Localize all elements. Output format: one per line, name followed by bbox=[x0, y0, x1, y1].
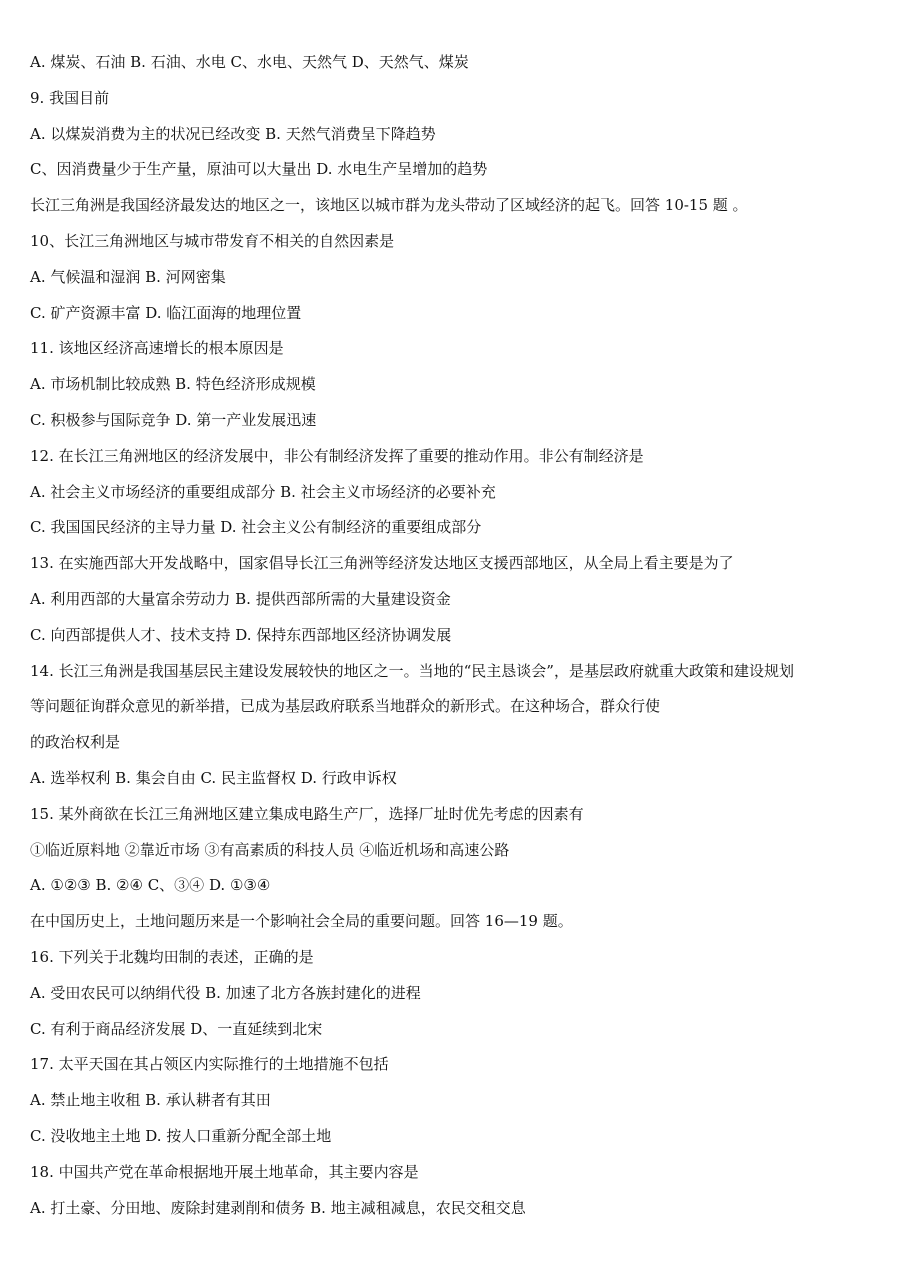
question-stem: 12. 在长江三角洲地区的经济发展中，非公有制经济发挥了重要的推动作用。非公有制经济是 bbox=[30, 446, 644, 465]
text-line: C、因消费量少于生产量，原油可以大量出 D. 水电生产呈增加的趋势 bbox=[30, 160, 488, 179]
question-stem: 11. 该地区经济高速增长的根本原因是 bbox=[30, 339, 284, 358]
text-line: C. 我国国民经济的主导力量 D. 社会主义公有制经济的重要组成部分 bbox=[30, 518, 482, 537]
text-line: A. 禁止地主收租 B. 承认耕者有其田 bbox=[30, 1091, 271, 1110]
question-stem: 9. 我国目前 bbox=[30, 88, 110, 107]
text-line: 的政治权利是 bbox=[30, 733, 121, 752]
text-line: A. 市场机制比较成熟 B. 特色经济形成规模 bbox=[30, 375, 316, 394]
text-line: ①临近原料地 ②靠近市场 ③有高素质的科技人员 ④临近机场和高速公路 bbox=[30, 840, 510, 859]
text-line: A. 受田农民可以纳绢代役 B. 加速了北方各族封建化的进程 bbox=[30, 983, 421, 1002]
text-line: A. 气候温和湿润 B. 河网密集 bbox=[30, 267, 226, 286]
passage-intro: 在中国历史上，土地问题历来是一个影响社会全局的重要问题。回答 16—19 题。 bbox=[30, 912, 573, 931]
text-line: A. 选举权利 B. 集会自由 C. 民主监督权 D. 行政申诉权 bbox=[30, 768, 397, 787]
text-line: A. 利用西部的大量富余劳动力 B. 提供西部所需的大量建设资金 bbox=[30, 589, 451, 608]
question-stem: 16. 下列关于北魏均田制的表述，正确的是 bbox=[30, 947, 314, 966]
question-stem: 15. 某外商欲在长江三角洲地区建立集成电路生产厂，选择厂址时优先考虑的因素有 bbox=[30, 804, 584, 823]
question-stem: 18. 中国共产党在革命根据地开展土地革命，其主要内容是 bbox=[30, 1162, 419, 1181]
text-line: 等问题征询群众意见的新举措，已成为基层政府联系当地群众的新形式。在这种场合，群众行使 bbox=[30, 697, 661, 716]
document-page bbox=[30, 52, 880, 1233]
text-line: C. 积极参与国际竞争 D. 第一产业发展迅速 bbox=[30, 410, 317, 429]
text-line: C. 矿产资源丰富 D. 临江面海的地理位置 bbox=[30, 303, 302, 322]
text-line: C. 没收地主土地 D. 按人口重新分配全部土地 bbox=[30, 1126, 332, 1145]
question-stem: 10、长江三角洲地区与城市带发育不相关的自然因素是 bbox=[30, 231, 395, 250]
text-line: A. 以煤炭消费为主的状况已经改变 B. 天然气消费呈下降趋势 bbox=[30, 124, 436, 143]
text-line: A. 打土豪、分田地、废除封建剥削和债务 B. 地主减租减息，农民交租交息 bbox=[30, 1198, 526, 1217]
question-stem: 17. 太平天国在其占领区内实际推行的土地措施不包括 bbox=[30, 1055, 389, 1074]
question-stem: 14. 长江三角洲是我国基层民主建设发展较快的地区之一。当地的“民主恳谈会”，是基层政府就重大政策和建设规划 bbox=[30, 661, 794, 680]
text-line: C. 向西部提供人才、技术支持 D. 保持东西部地区经济协调发展 bbox=[30, 625, 452, 644]
text-line: A. ①②③ B. ②④ C、③④ D. ①③④ bbox=[30, 876, 271, 895]
question-stem: 13. 在实施西部大开发战略中，国家倡导长江三角洲等经济发达地区支援西部地区，从全局上看主要是为了 bbox=[30, 554, 734, 573]
passage-intro: 长江三角洲是我国经济最发达的地区之一，该地区以城市群为龙头带动了区域经济的起飞。回答 10-15 题 。 bbox=[30, 196, 748, 215]
text-line: A. 煤炭、石油 B. 石油、水电 C、水电、天然气 D、天然气、煤炭 bbox=[30, 53, 469, 71]
text-line: A. 社会主义市场经济的重要组成部分 B. 社会主义市场经济的必要补充 bbox=[30, 482, 496, 501]
text-line: C. 有利于商品经济发展 D、一直延续到北宋 bbox=[30, 1019, 323, 1038]
